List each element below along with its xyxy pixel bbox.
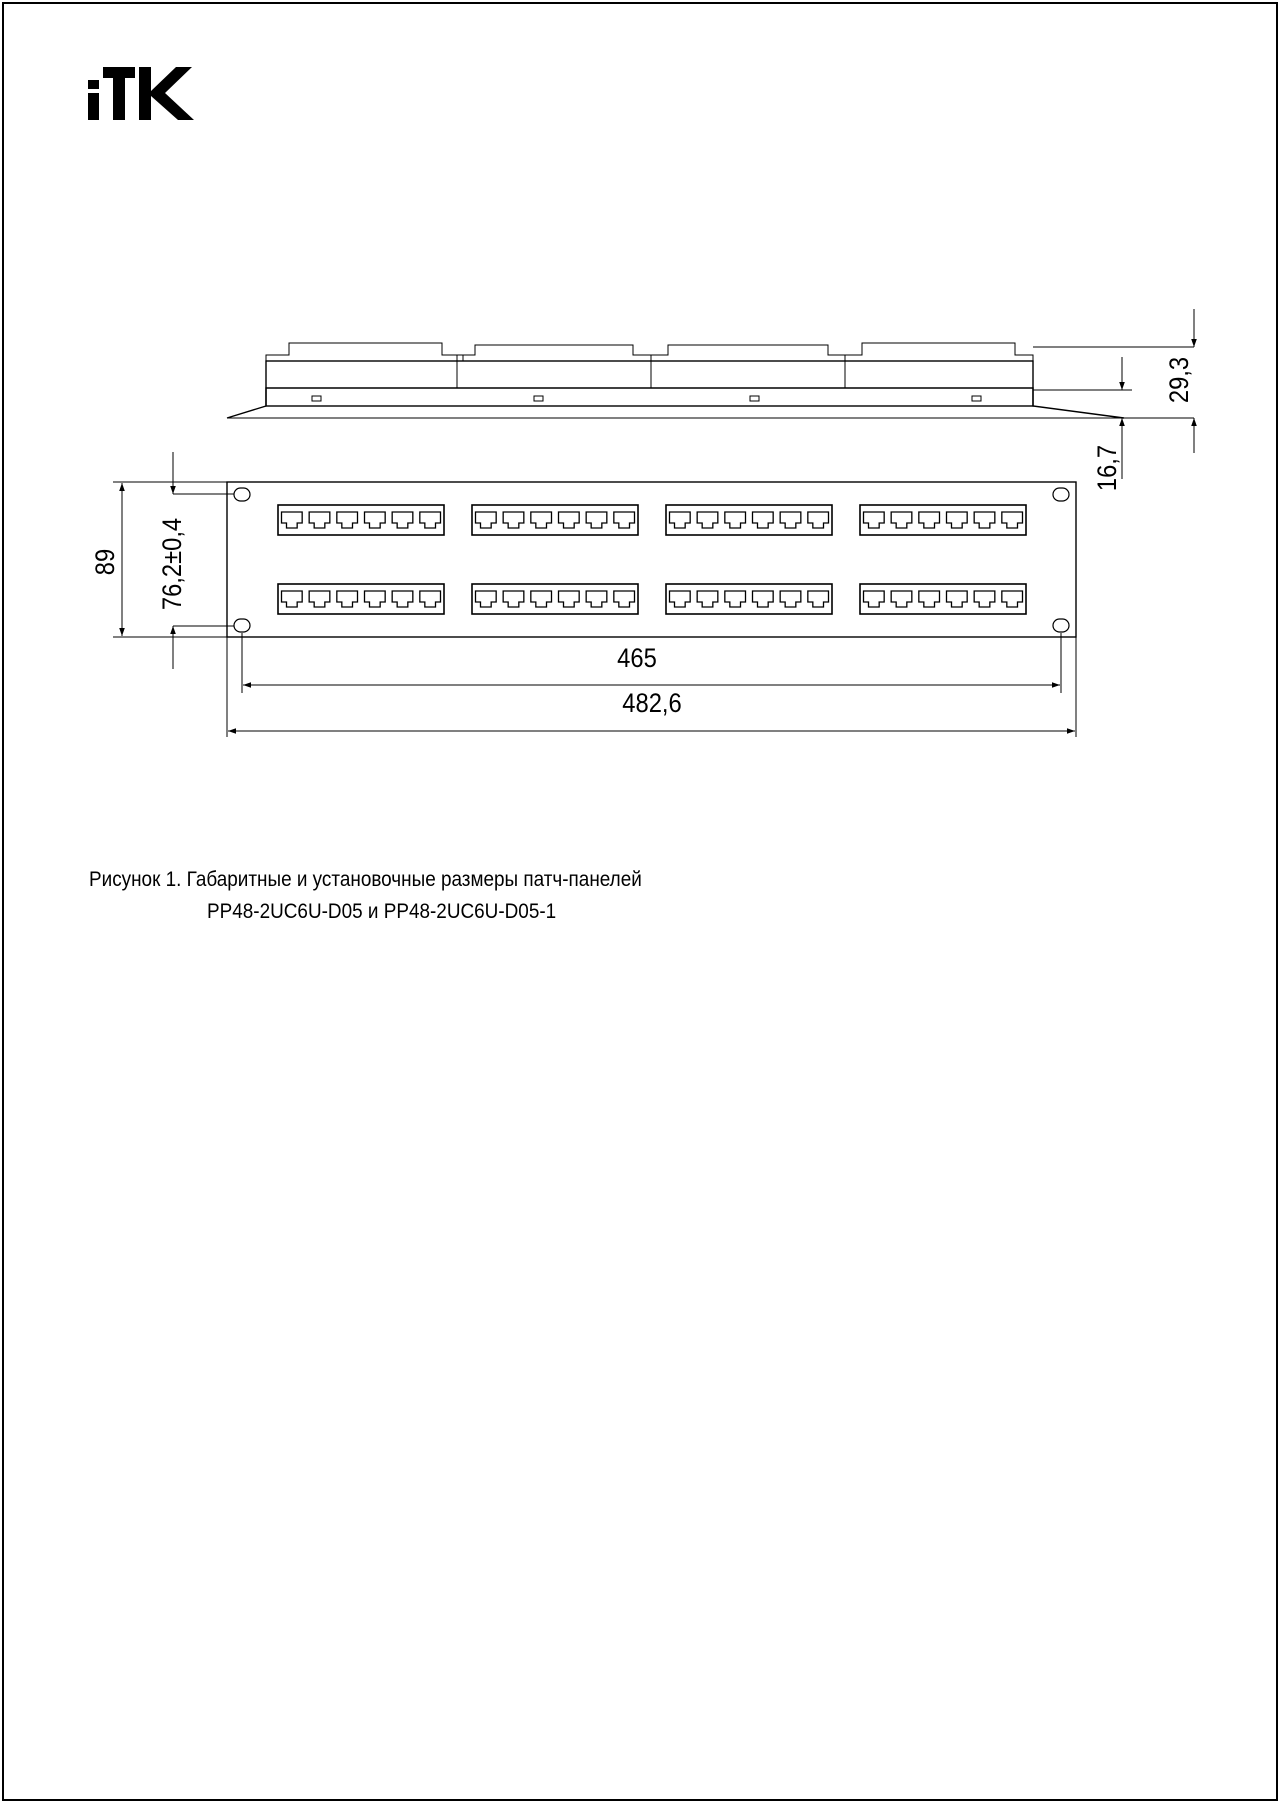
rj45-port — [725, 512, 746, 528]
port-block — [278, 584, 444, 614]
rj45-port — [753, 512, 774, 528]
rj45-port — [891, 512, 912, 528]
rj45-port — [282, 591, 303, 607]
rj45-port — [891, 591, 912, 607]
rj45-port — [282, 512, 303, 528]
rj45-port — [808, 591, 829, 607]
rj45-port — [559, 512, 580, 528]
rj45-port — [1002, 512, 1023, 528]
rj45-port — [1002, 591, 1023, 607]
rj45-port — [531, 591, 552, 607]
rj45-port — [614, 512, 635, 528]
figure-caption-line-2: PP48-2UC6U-D05 и PP48-2UC6U-D05-1 — [207, 899, 557, 923]
port-block — [472, 584, 638, 614]
rj45-port — [531, 512, 552, 528]
rj45-port — [586, 591, 607, 607]
rj45-port — [947, 512, 968, 528]
dimension-depth-total: 29,3 — [1164, 356, 1195, 404]
rj45-port — [670, 512, 691, 528]
rj45-port — [420, 512, 441, 528]
rj45-port — [697, 591, 718, 607]
rj45-port — [919, 591, 940, 607]
rj45-port — [392, 512, 413, 528]
front-view-dimension-lines — [113, 452, 1076, 737]
rj45-port — [309, 512, 330, 528]
port-block — [278, 505, 444, 535]
port-block — [472, 505, 638, 535]
mounting-hole — [234, 488, 250, 501]
port-block — [666, 584, 832, 614]
drawing-sheet — [2, 2, 1278, 1801]
port-block — [860, 584, 1026, 614]
rj45-port — [476, 591, 497, 607]
dimension-panel-width: 482,6 — [622, 688, 682, 719]
rj45-port — [337, 512, 358, 528]
rj45-port — [974, 591, 995, 607]
itk-logo — [88, 67, 194, 120]
side-view — [227, 343, 1124, 418]
rj45-port — [503, 591, 524, 607]
mounting-hole — [1053, 619, 1069, 632]
rj45-port — [420, 591, 441, 607]
dimension-labels — [91, 357, 1195, 718]
rj45-port — [864, 512, 885, 528]
rj45-port — [365, 591, 386, 607]
rj45-port — [919, 512, 940, 528]
rj45-port — [947, 591, 968, 607]
rj45-port — [586, 512, 607, 528]
rj45-port — [559, 591, 580, 607]
dimension-hole-spacing-vertical: 76,2±0,4 — [157, 517, 188, 611]
rj45-port — [337, 591, 358, 607]
mounting-hole — [234, 619, 250, 632]
rj45-port — [392, 591, 413, 607]
mounting-hole — [1053, 488, 1069, 501]
technical-drawing — [4, 4, 1280, 1803]
rj45-port — [614, 591, 635, 607]
port-block — [860, 505, 1026, 535]
dimension-depth-front: 16,7 — [1092, 444, 1123, 492]
port-blocks — [278, 505, 1026, 614]
dimension-hole-spacing-horizontal: 465 — [617, 643, 657, 674]
rj45-port — [365, 512, 386, 528]
rj45-port — [697, 512, 718, 528]
rj45-port — [309, 591, 330, 607]
rj45-port — [808, 512, 829, 528]
rj45-port — [670, 591, 691, 607]
port-block — [666, 505, 832, 535]
rj45-port — [753, 591, 774, 607]
rj45-port — [725, 591, 746, 607]
dimension-panel-height: 89 — [90, 548, 121, 576]
rj45-port — [780, 512, 801, 528]
figure-caption-line-1: Рисунок 1. Габаритные и установочные размеры патч-панелей — [89, 867, 642, 891]
rj45-port — [974, 512, 995, 528]
rj45-port — [780, 591, 801, 607]
rj45-port — [864, 591, 885, 607]
rj45-port — [476, 512, 497, 528]
rj45-port — [503, 512, 524, 528]
